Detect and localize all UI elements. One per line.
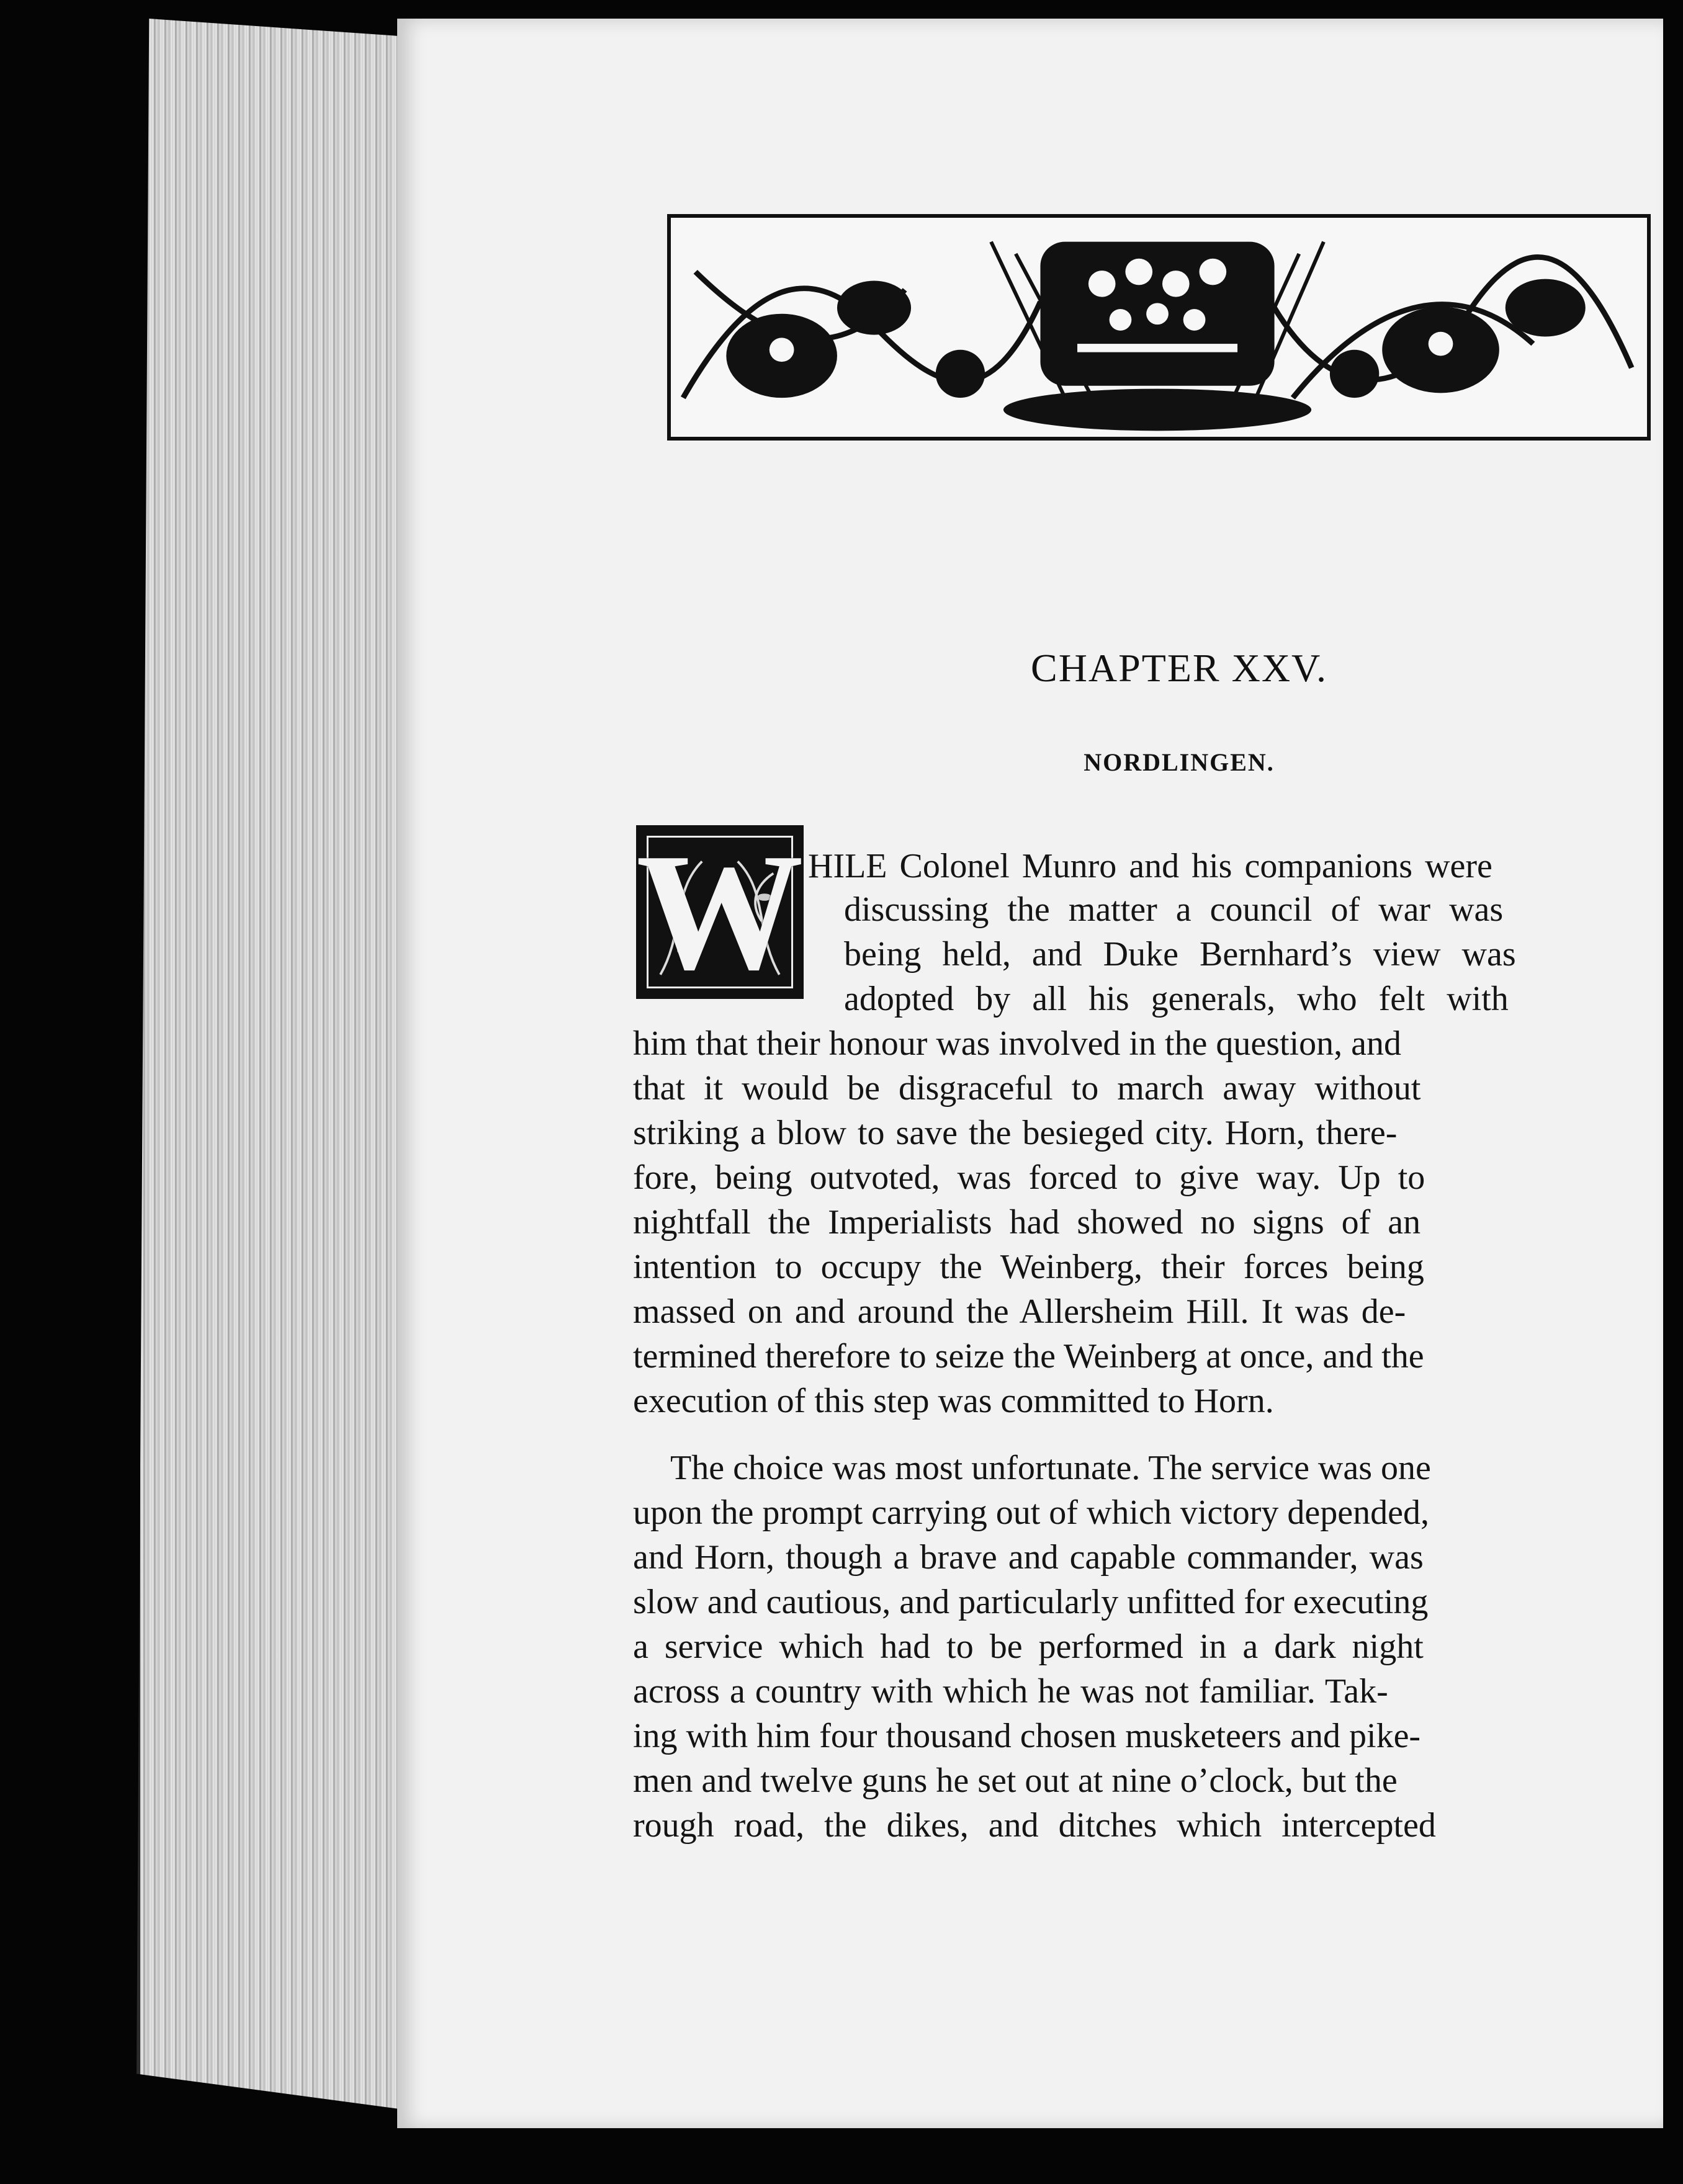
- chapter-subtitle: NORDLINGEN.: [1084, 748, 1275, 776]
- text-line: adopted by all his generals, who felt with: [844, 980, 1509, 1018]
- chapter-title: CHAPTER XXV.: [1031, 646, 1327, 690]
- drop-cap: [636, 819, 804, 1005]
- text-line: The choice was most unfortunate. The service was one: [670, 1449, 1431, 1487]
- text-line: being held, and Duke Bernhard’s view was: [844, 935, 1516, 973]
- headpiece-ornament-image: [671, 218, 1647, 437]
- text-line: and Horn, though a brave and capable commander, was: [633, 1538, 1424, 1577]
- text-line: execution of this step was committed to Horn.: [633, 1382, 1274, 1420]
- ornamental-headpiece: [667, 214, 1651, 441]
- text-line: nightfall the Imperialists had showed no signs of an: [633, 1203, 1421, 1242]
- text-line: slow and cautious, and particularly unfitted for executing: [633, 1583, 1429, 1621]
- text-line: fore, being outvoted, was forced to give way. Up to: [633, 1158, 1425, 1197]
- text-line: men and twelve guns he set out at nine o’clock, but the: [633, 1761, 1398, 1800]
- text-line: termined therefore to seize the Weinberg at once, and the: [633, 1337, 1424, 1376]
- text-line: discussing the matter a council of war was: [844, 890, 1504, 929]
- text-line: that it would be disgraceful to march away without: [633, 1069, 1421, 1108]
- text-line: rough road, the dikes, and ditches which intercepted: [633, 1806, 1436, 1845]
- drop-cap-letter: W: [636, 819, 804, 1005]
- text-line: ing with him four thousand chosen musketeers and pike-: [633, 1717, 1421, 1755]
- text-line: striking a blow to save the besieged city. Horn, there-: [633, 1114, 1398, 1152]
- text-line: a service which had to be performed in a dark night: [633, 1627, 1424, 1666]
- text-line: HILE Colonel Munro and his companions were: [808, 847, 1492, 885]
- text-line: across a country with which he was not familiar. Tak-: [633, 1672, 1388, 1711]
- drop-cap-frame: [636, 819, 804, 1005]
- text-line: intention to occupy the Weinberg, their forces being: [633, 1248, 1424, 1286]
- text-line: massed on and around the Allersheim Hill. It was de-: [633, 1292, 1406, 1331]
- text-line: upon the prompt carrying out of which victory depended,: [633, 1493, 1429, 1532]
- text-line: him that their honour was involved in the question, and: [633, 1024, 1402, 1063]
